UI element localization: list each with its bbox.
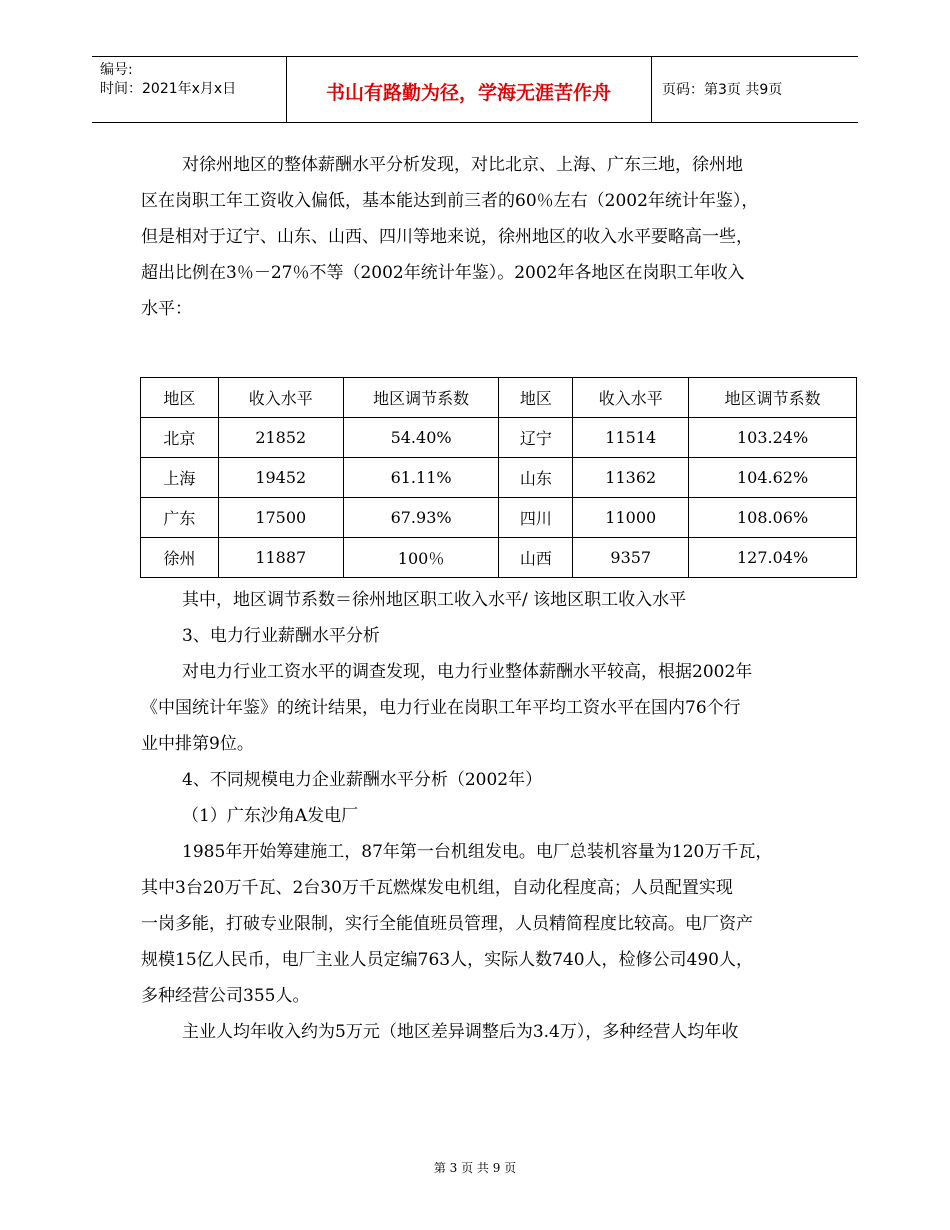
section-4-last-line: 主业人均年收入约为5万元（地区差异调整后为3.4万），多种经营人均年收 bbox=[182, 1022, 739, 1042]
section-4-line: 1985年开始筹建施工，87年第一台机组发电。电厂总装机容量为120万千瓦， bbox=[182, 842, 773, 862]
section-3-line: 《中国统计年鉴》的统计结果，电力行业在岗职工年平均工资水平在国内76个行 bbox=[141, 698, 741, 718]
table-cell: 上海 bbox=[141, 458, 219, 498]
intro-line: 区在岗职工年工资收入偏低，基本能达到前三者的60％左右（2002年统计年鉴）， bbox=[141, 191, 759, 211]
header-number-label: 编号: bbox=[100, 62, 133, 78]
table-cell: 北京 bbox=[141, 418, 219, 458]
section-4-line: 多种经营公司355人。 bbox=[141, 986, 310, 1006]
regional-income-table bbox=[140, 377, 857, 578]
table-cell: 辽宁 bbox=[499, 418, 573, 458]
table-row bbox=[141, 458, 857, 498]
section-4-subheading: （1）广东沙角A发电厂 bbox=[182, 806, 359, 826]
table-cell: 11000 bbox=[573, 498, 689, 538]
intro-line: 水平： bbox=[141, 299, 192, 319]
header-page-info: 页码：第3页 共9页 bbox=[662, 82, 783, 98]
table-cell: 山东 bbox=[499, 458, 573, 498]
table-cell: 21852 bbox=[218, 418, 343, 458]
table-cell: 四川 bbox=[499, 498, 573, 538]
header-motto: 书山有路勤为径，学海无涯苦作舟 bbox=[325, 82, 611, 104]
table-header-row bbox=[141, 378, 857, 418]
table-cell: 9357 bbox=[573, 538, 689, 578]
table-row bbox=[141, 538, 857, 578]
header-time-label: 时间：2021年x月x日 bbox=[100, 81, 237, 97]
table-cell: 100％ bbox=[343, 538, 499, 578]
body-after-table bbox=[141, 582, 831, 1050]
table-cell: 山西 bbox=[499, 538, 573, 578]
section-4-line: 其中3台20万千瓦、2台30万千瓦燃煤发电机组，自动化程度高；人员配置实现 bbox=[141, 878, 733, 898]
table-cell: 广东 bbox=[141, 498, 219, 538]
header-bottom-rule bbox=[92, 122, 858, 123]
table-cell: 61.11% bbox=[343, 458, 499, 498]
section-4-line: 规模15亿人民币，电厂主业人员定编763人，实际人数740人，检修公司490人， bbox=[141, 950, 753, 970]
header-top-rule bbox=[92, 56, 858, 57]
table-cell: 徐州 bbox=[141, 538, 219, 578]
section-3-line: 对电力行业工资水平的调查发现，电力行业整体薪酬水平较高，根据2002年 bbox=[182, 662, 753, 682]
table-row bbox=[141, 418, 857, 458]
table-header-cell: 地区 bbox=[141, 378, 219, 418]
table-cell: 11362 bbox=[573, 458, 689, 498]
table-header-cell: 收入水平 bbox=[573, 378, 689, 418]
intro-line: 但是相对于辽宁、山东、山西、四川等地来说，徐州地区的收入水平要略高一些， bbox=[141, 227, 753, 247]
intro-paragraph bbox=[141, 147, 831, 327]
page-footer: 第 3 页 共 9 页 bbox=[433, 1161, 517, 1175]
table-cell: 103.24% bbox=[689, 418, 857, 458]
intro-line: 对徐州地区的整体薪酬水平分析发现，对比北京、上海、广东三地，徐州地 bbox=[182, 155, 743, 175]
section-4-line: 一岗多能，打破专业限制，实行全能值班员管理，人员精简程度比较高。电厂资产 bbox=[141, 914, 753, 934]
section-3-heading: 3、电力行业薪酬水平分析 bbox=[182, 626, 380, 646]
section-3-line: 业中排第9位。 bbox=[141, 734, 254, 754]
table-header-cell: 地区调节系数 bbox=[689, 378, 857, 418]
table-cell: 11887 bbox=[218, 538, 343, 578]
section-4-heading: 4、不同规模电力企业薪酬水平分析（2002年） bbox=[182, 770, 543, 790]
table-cell: 67.93% bbox=[343, 498, 499, 538]
table-cell: 17500 bbox=[218, 498, 343, 538]
table-header-cell: 地区调节系数 bbox=[343, 378, 499, 418]
header-divider-right bbox=[651, 56, 652, 122]
table-cell: 127.04% bbox=[689, 538, 857, 578]
table-cell: 54.40% bbox=[343, 418, 499, 458]
table-header-cell: 地区 bbox=[499, 378, 573, 418]
intro-line: 超出比例在3％－27％不等（2002年统计年鉴）。2002年各地区在岗职工年收入 bbox=[141, 263, 745, 283]
table-note: 其中，地区调节系数＝徐州地区职工收入水平/ 该地区职工收入水平 bbox=[182, 590, 687, 610]
table-header-cell: 收入水平 bbox=[218, 378, 343, 418]
header-meta bbox=[100, 61, 236, 99]
table-cell: 11514 bbox=[573, 418, 689, 458]
table-cell: 108.06% bbox=[689, 498, 857, 538]
table-row bbox=[141, 498, 857, 538]
table-cell: 104.62% bbox=[689, 458, 857, 498]
table-cell: 19452 bbox=[218, 458, 343, 498]
